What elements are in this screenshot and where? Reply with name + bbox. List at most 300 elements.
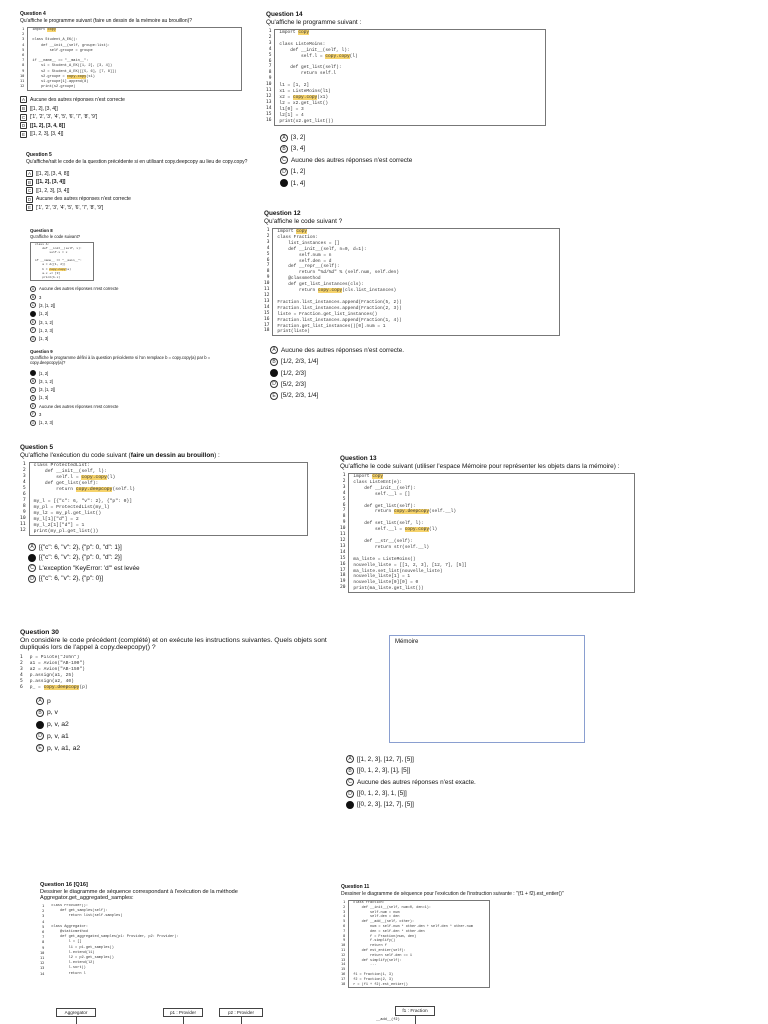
lifeline-f1-fraction: f1 : Fraction xyxy=(395,1006,435,1016)
line-number: 2 xyxy=(42,909,45,914)
code-line: self.l = copy.copy(l) xyxy=(33,475,116,480)
code-line: def __init__(self): xyxy=(353,485,416,491)
code-line: ... xyxy=(353,963,377,968)
line-number: 4 xyxy=(22,480,26,485)
answer-text: [3, 4] xyxy=(291,145,306,153)
radio-marker[interactable]: C xyxy=(28,564,36,572)
code-line: class A: xyxy=(35,243,50,246)
radio-marker[interactable]: B xyxy=(28,554,36,562)
line-number: 15 xyxy=(264,310,270,316)
line-number: 7 xyxy=(266,263,270,269)
code-line: nouvelle_liste[0][0] = 0 xyxy=(353,580,419,586)
radio-marker[interactable]: E xyxy=(270,392,278,400)
question-5 xyxy=(20,444,308,583)
answer-options xyxy=(346,755,596,809)
answer-text: [[1, 2], [3, 4]] xyxy=(30,105,58,112)
line-number: 4 xyxy=(22,42,25,47)
radio-marker[interactable]: A xyxy=(270,346,278,354)
answer-option-b[interactable] xyxy=(36,709,344,717)
code-line: my_pl = ProtectedList(my_l) xyxy=(33,505,110,510)
radio-marker[interactable]: F xyxy=(31,328,35,333)
answer-option-d[interactable] xyxy=(36,732,344,740)
line-number: 11 xyxy=(340,532,346,538)
question-prompt: Qu'affiche le code suivant? xyxy=(30,234,81,239)
line-number: 3 xyxy=(343,909,346,914)
answer-option-c[interactable] xyxy=(20,114,242,121)
code-line: class Aggregator: xyxy=(51,924,88,929)
answer-option-e[interactable] xyxy=(36,744,344,752)
code-line: l2 = x2.get_list() xyxy=(279,100,329,106)
answer-option-a[interactable] xyxy=(26,170,248,177)
code-box xyxy=(348,473,635,593)
answer-text: [{"c": 6, "v": 2}, {"p": 0, "d": 2}] xyxy=(39,554,122,562)
answer-option-d[interactable] xyxy=(270,380,560,388)
line-number: 5 xyxy=(22,486,26,491)
line-number: 14 xyxy=(266,105,272,111)
line-number: 8 xyxy=(268,70,272,76)
line-number: 4 xyxy=(343,914,346,919)
line-number: 3 xyxy=(342,484,346,490)
line-number: 17 xyxy=(340,567,346,573)
answer-text: [5/2, 2/3] xyxy=(281,380,306,388)
code-line: return f xyxy=(353,944,387,949)
code-line: my_l2 = my_pl.get_list() xyxy=(33,511,102,516)
code-line: list_instances = [] xyxy=(277,240,340,246)
lifeline-p1-provider: p1 : Provider xyxy=(163,1008,203,1017)
line-number: 16 xyxy=(264,316,270,322)
answer-option-c[interactable] xyxy=(30,387,240,393)
answer-option-c[interactable] xyxy=(346,778,596,786)
memory-area[interactable] xyxy=(389,635,585,743)
answer-text: [1, 3] xyxy=(39,395,49,401)
radio-marker[interactable]: E xyxy=(346,801,354,809)
radio-marker[interactable]: A xyxy=(31,286,35,291)
code-line: return self.l xyxy=(279,71,337,77)
line-number: 6 xyxy=(42,930,45,935)
question-title: Question 9 xyxy=(30,349,53,354)
code-box xyxy=(29,462,308,536)
code-line: x1 = ListeMoins(l1) xyxy=(279,89,331,95)
code-line: s2 = Student_A_EK([[5, 6], [7, 8]]) xyxy=(32,69,117,74)
answer-text: [{"c": 6, "v": 2}, {"p": 0, "d": 1}] xyxy=(39,543,122,551)
line-number: 13 xyxy=(40,966,45,971)
answer-option-e[interactable] xyxy=(26,204,248,211)
code-line: return copy.deepcopy(self.l) xyxy=(33,487,135,492)
line-number: 6 xyxy=(342,502,346,508)
question-13-options xyxy=(346,752,596,809)
answer-option-a[interactable] xyxy=(280,134,546,142)
radio-marker[interactable]: B xyxy=(31,295,35,300)
radio-marker[interactable]: A xyxy=(28,543,36,551)
code-line: import copy xyxy=(353,474,384,479)
code-line: my_l[1]["d"] = 2 xyxy=(33,517,79,522)
code-line: import copy xyxy=(32,28,57,32)
code-line: liste = Fraction.get_list_instances() xyxy=(277,311,378,317)
answer-text: [3, 1, 2] xyxy=(39,378,53,384)
code-line: p.assign(a2, 40) xyxy=(29,679,74,684)
checkbox-marker[interactable]: B xyxy=(27,179,31,185)
answer-text: L'exception "KeyError: 'd'" est levée xyxy=(39,564,140,572)
question-deepcopy xyxy=(26,152,248,211)
checkbox-marker[interactable]: A xyxy=(21,97,25,103)
code-line: p.assign(a1, 25) xyxy=(29,673,74,678)
code-line: def __repr__(self): xyxy=(277,264,340,270)
question-13 xyxy=(340,455,635,593)
code-line: def __add__(self, other): xyxy=(353,920,415,925)
code-line: return copy.deepcopy(self.__l) xyxy=(353,509,457,515)
code-listing xyxy=(20,27,242,91)
radio-marker[interactable]: C xyxy=(280,156,288,164)
radio-marker[interactable]: C xyxy=(346,778,354,786)
checkbox-marker[interactable]: C xyxy=(27,188,32,194)
code-line: l.sort() xyxy=(51,966,86,971)
line-number: 15 xyxy=(340,555,346,561)
answer-text: 3 xyxy=(39,294,42,300)
answer-option-e[interactable] xyxy=(346,801,596,809)
question-title: Question 16 [Q16] xyxy=(40,882,88,888)
answer-text: ['1', '2', '3', '4', '5', '6', '7', '8', '9'] xyxy=(36,204,104,211)
line-number: 1 xyxy=(266,228,270,233)
answer-text: [[1, 2, 3], [3, 4]] xyxy=(30,131,64,138)
line-number: 12 xyxy=(264,292,270,298)
code-line: class ListeEnt(e): xyxy=(353,479,403,485)
radio-marker[interactable]: A xyxy=(346,755,354,763)
answer-option-a[interactable] xyxy=(36,697,344,705)
answer-option-b[interactable] xyxy=(346,767,596,775)
answer-text: Aucune des autres réponses n'est correcte xyxy=(30,96,125,103)
answer-option-b[interactable] xyxy=(270,358,560,366)
answer-text: [[0, 1, 2, 3], 1, [5]] xyxy=(357,790,407,798)
radio-marker[interactable]: D xyxy=(270,380,278,388)
code-listing xyxy=(266,29,546,126)
code-line: def __init__(self, l): xyxy=(279,47,350,53)
line-number: 19 xyxy=(340,579,346,585)
line-number: 3 xyxy=(22,474,26,479)
checkbox-marker[interactable]: A xyxy=(27,171,31,176)
code-line: @staticmethod xyxy=(51,930,88,935)
checkbox-marker[interactable]: E xyxy=(27,205,31,211)
code-line: print(s2.groupe) xyxy=(32,85,76,90)
question-title: Question 5 xyxy=(20,444,54,451)
line-number: 5 xyxy=(42,924,45,929)
line-number: 8 xyxy=(266,269,270,275)
radio-marker[interactable]: B xyxy=(36,709,44,717)
answer-option-a[interactable] xyxy=(270,346,560,354)
answer-options xyxy=(270,346,560,400)
code-line: class Fraction: xyxy=(277,234,318,240)
code-line: self.num = num xyxy=(353,910,400,915)
code-line: l2 = p2.get_samples() xyxy=(51,956,114,961)
code-line: self.l = copy.copy(l) xyxy=(279,53,358,59)
line-number: 3 xyxy=(268,40,272,46)
radio-marker[interactable]: C xyxy=(31,303,35,308)
question-prompt: Qu'affiche le programme défini à la question précédente si l'on remplace b = copy.copy(a) par b = copy.deepcopy(a)? xyxy=(30,355,211,365)
line-number: 13 xyxy=(340,543,346,549)
answer-text: 3 xyxy=(39,411,42,417)
answer-text: [[1, 2, 3], [3, 4]] xyxy=(36,187,70,194)
code-line: b = copy.copy(a) xyxy=(35,267,72,271)
line-number: 7 xyxy=(22,498,26,503)
radio-marker[interactable]: A xyxy=(36,697,44,705)
radio-marker[interactable]: D xyxy=(28,575,36,583)
code-line: print(liste) xyxy=(277,329,310,335)
code-line: f1 = Fraction(1, 3) xyxy=(353,972,394,977)
line-number: 9 xyxy=(22,510,26,515)
answer-text: [1, 2, 3] xyxy=(39,327,53,333)
line-number: 17 xyxy=(341,976,346,981)
code-line: l = [] xyxy=(51,940,82,945)
line-number: 10 xyxy=(20,516,26,521)
answer-option-d[interactable] xyxy=(30,395,240,401)
answer-text: [1/2, 2/3] xyxy=(281,369,306,377)
answer-option-b[interactable] xyxy=(30,294,240,300)
code-line: def __str__(self): xyxy=(353,538,413,544)
code-line: def get_list(self): xyxy=(33,481,99,486)
radio-marker[interactable]: G xyxy=(31,420,35,425)
line-number: 8 xyxy=(342,514,346,520)
line-number: 9 xyxy=(342,520,346,526)
line-number: 11 xyxy=(266,88,272,94)
answer-option-f[interactable] xyxy=(30,411,240,417)
message-label: __add__(f2) xyxy=(376,1018,400,1022)
code-line: l1 = p1.get_samples() xyxy=(51,945,114,950)
line-number: 20 xyxy=(340,585,346,591)
line-number: 2 xyxy=(266,233,270,239)
line-number: 4 xyxy=(20,673,23,678)
line-number: 8 xyxy=(22,63,25,68)
question-title: Question 8 xyxy=(30,228,53,233)
radio-marker[interactable]: D xyxy=(31,395,35,400)
line-number: 3 xyxy=(22,37,25,42)
answer-option-e[interactable] xyxy=(20,131,242,138)
line-number: 1 xyxy=(22,27,25,31)
code-listing xyxy=(264,228,560,336)
answer-option-a[interactable] xyxy=(30,370,240,376)
answer-option-e[interactable] xyxy=(270,392,560,400)
answer-option-b[interactable] xyxy=(280,145,546,153)
radio-marker[interactable]: E xyxy=(280,179,288,187)
lifeline-stem xyxy=(183,1017,184,1024)
code-line: print(x2.get_list()) xyxy=(279,118,334,124)
answer-option-e[interactable] xyxy=(30,403,240,409)
answer-option-f[interactable] xyxy=(30,327,240,333)
line-number: 18 xyxy=(341,981,346,986)
radio-marker[interactable]: C xyxy=(36,721,44,729)
code-listing xyxy=(340,473,635,593)
radio-marker[interactable]: E xyxy=(36,744,44,752)
code-box xyxy=(272,228,560,336)
line-number: 10 xyxy=(264,281,270,287)
checkbox-marker[interactable]: D xyxy=(27,196,32,202)
answer-option-a[interactable] xyxy=(20,96,242,103)
radio-marker[interactable]: F xyxy=(31,412,35,417)
code-line: Fraction.get_list_instances()[0].num = 1 xyxy=(277,323,386,329)
question-prompt: Qu'affiche l'exécution du code suivant (faire un dessin au brouillon) : xyxy=(20,452,220,459)
code-line: def __init__(self, num=0, den=1): xyxy=(353,905,431,910)
line-number: 1 xyxy=(22,462,26,467)
code-line: import copy xyxy=(279,30,310,35)
code-line: my_l_2[1]["d"] = 1 xyxy=(33,523,85,528)
lifeline-stem xyxy=(241,1017,242,1024)
line-number: 7 xyxy=(343,928,346,933)
code-line: return str(self.__l) xyxy=(353,544,430,550)
answer-text: [[1, 2, 3], [12, 7], [5]] xyxy=(357,755,414,763)
question-12 xyxy=(264,210,560,400)
radio-marker[interactable]: B xyxy=(346,767,354,775)
answer-option-b[interactable] xyxy=(26,179,248,186)
radio-marker[interactable]: B xyxy=(270,358,278,366)
line-number: 8 xyxy=(22,504,26,509)
answer-option-d[interactable] xyxy=(346,790,596,798)
line-number: 12 xyxy=(40,961,45,966)
answer-option-e[interactable] xyxy=(280,179,546,187)
answer-text: [1, 4] xyxy=(291,179,306,187)
code-line: if __name__ == "__main__": xyxy=(32,59,89,64)
answer-options xyxy=(26,170,248,211)
radio-marker[interactable]: D xyxy=(346,790,354,798)
answer-text: p, v, a1, a2 xyxy=(47,744,81,752)
code-line: def get_samples(self): xyxy=(51,909,108,914)
radio-marker[interactable]: D xyxy=(280,168,288,176)
answer-text: ['1', '2', '3', '4', '5', '6', '7', '8', '9'] xyxy=(30,114,98,121)
code-listing xyxy=(341,900,591,988)
line-number: 1 xyxy=(42,904,45,908)
line-number: 11 xyxy=(264,287,270,293)
code-line: return "%d/%d" % (self.num, self.den) xyxy=(277,270,399,276)
line-number: 4 xyxy=(268,46,272,52)
code-line: ma_liste = ListeMoins() xyxy=(353,556,416,562)
line-number: 5 xyxy=(20,679,23,684)
line-number: 5 xyxy=(268,52,272,58)
line-number: 11 xyxy=(20,79,25,84)
code-listing xyxy=(20,655,344,691)
answer-option-d[interactable] xyxy=(26,196,248,203)
code-line: return list(self.samples) xyxy=(51,914,123,919)
answer-option-b[interactable] xyxy=(20,105,242,112)
line-number: 6 xyxy=(268,58,272,64)
answer-text: [[1, 2], [3, 4]] xyxy=(36,179,66,186)
answer-option-c[interactable] xyxy=(28,564,308,572)
radio-marker[interactable]: E xyxy=(31,320,35,325)
line-number: 6 xyxy=(20,685,23,690)
answer-text: [1, 2, 3] xyxy=(39,420,53,426)
answer-option-c[interactable] xyxy=(36,721,344,729)
question-title: Question 30 xyxy=(20,629,59,636)
answer-option-c[interactable] xyxy=(26,187,248,194)
checkbox-marker[interactable]: E xyxy=(21,131,25,137)
code-line: return self.den == 1 xyxy=(353,953,413,958)
answer-option-b[interactable] xyxy=(30,378,240,384)
code-line: l.extend(l1) xyxy=(51,950,95,955)
answer-option-d[interactable] xyxy=(30,311,240,317)
code-line: r = (f1 + f2).est_entier() xyxy=(353,982,408,987)
radio-marker[interactable]: A xyxy=(31,371,35,375)
code-line: def get_list(self): xyxy=(279,65,342,71)
answer-text: Aucune des autres réponses n'est correcte xyxy=(291,156,413,164)
radio-marker[interactable]: D xyxy=(36,732,44,740)
line-numbers xyxy=(341,900,348,988)
answer-option-d[interactable] xyxy=(280,168,546,176)
answer-option-c[interactable] xyxy=(270,369,560,377)
line-number: 5 xyxy=(342,496,346,502)
line-number: 7 xyxy=(268,64,272,70)
line-number: 6 xyxy=(343,923,346,928)
checkbox-marker[interactable]: B xyxy=(21,106,25,112)
answer-options xyxy=(30,286,240,342)
question-30 xyxy=(20,629,344,752)
line-numbers xyxy=(20,27,27,91)
line-number: 13 xyxy=(264,298,270,304)
code-line: nouvelle_liste[1] = 1 xyxy=(353,574,411,580)
answer-option-a[interactable] xyxy=(30,286,240,292)
code-line: def get_list_instances(cls): xyxy=(277,282,364,288)
answer-text: [3, [1, 2]] xyxy=(39,387,56,393)
question-prompt: Qu'affiche le code suivant ? xyxy=(264,218,343,225)
radio-marker[interactable]: E xyxy=(31,404,35,409)
answer-option-d[interactable] xyxy=(20,122,242,129)
code-line: return l xyxy=(51,971,86,976)
line-number: 2 xyxy=(343,904,346,909)
radio-marker[interactable]: B xyxy=(280,145,288,153)
answer-option-c[interactable] xyxy=(30,302,240,308)
checkbox-marker[interactable]: C xyxy=(21,114,26,120)
code-line: def __init__(self, x): xyxy=(35,247,82,251)
answer-option-d[interactable] xyxy=(28,575,308,583)
answer-option-a[interactable] xyxy=(346,755,596,763)
radio-marker[interactable]: C xyxy=(270,369,278,377)
line-number: 16 xyxy=(266,117,272,123)
line-number: 7 xyxy=(22,58,25,63)
code-line: class Provider(): xyxy=(51,904,88,908)
code-line: l1[0] = 3 xyxy=(279,106,304,112)
line-number: 18 xyxy=(340,573,346,579)
radio-marker[interactable]: D xyxy=(31,311,35,316)
line-numbers xyxy=(340,473,348,593)
code-line: den = self.den * other.den xyxy=(353,929,425,934)
code-line: def get_aggregated_samples(p1: Provider, p2: Provider): xyxy=(51,935,179,940)
code-line: self.x = x xyxy=(35,251,68,255)
code-line: self.groupe = groupe xyxy=(32,48,93,53)
answer-option-a[interactable] xyxy=(28,543,308,551)
line-number: 12 xyxy=(20,528,26,533)
question-title: Question 4 xyxy=(20,11,46,17)
question-prompt: Dessiner le diagramme de séquence pour l'exécution de l'instruction suivante : "(f1 + f2).est_entier()" xyxy=(341,891,564,897)
code-line: self.num = n xyxy=(277,252,332,258)
radio-marker[interactable]: C xyxy=(31,387,35,392)
code-listing xyxy=(30,242,240,281)
checkbox-marker[interactable]: D xyxy=(21,123,26,129)
line-number: 11 xyxy=(20,522,26,527)
line-number: 7 xyxy=(342,508,346,514)
memory-label: Mémoire xyxy=(395,639,419,645)
answer-text: [1, 3] xyxy=(39,336,49,342)
radio-marker[interactable]: A xyxy=(280,134,288,142)
answer-option-g[interactable] xyxy=(30,336,240,342)
question-prompt: Dessiner le diagramme de séquence correspondant à l'exécution de la méthode Aggregator.get_aggregated_samples: xyxy=(40,889,238,901)
code-line: f2 = Fraction(2, 3) xyxy=(353,977,394,982)
answer-option-b[interactable] xyxy=(28,554,308,562)
answer-option-e[interactable] xyxy=(30,319,240,325)
radio-marker[interactable]: B xyxy=(31,379,35,384)
line-number: 2 xyxy=(342,478,346,484)
code-line: def est_entier(self): xyxy=(353,948,406,953)
line-number: 13 xyxy=(266,99,272,105)
answer-option-c[interactable] xyxy=(280,156,546,164)
radio-marker[interactable]: G xyxy=(31,336,35,341)
line-number: 10 xyxy=(266,82,272,88)
answer-option-g[interactable] xyxy=(30,420,240,426)
line-numbers xyxy=(264,228,272,336)
